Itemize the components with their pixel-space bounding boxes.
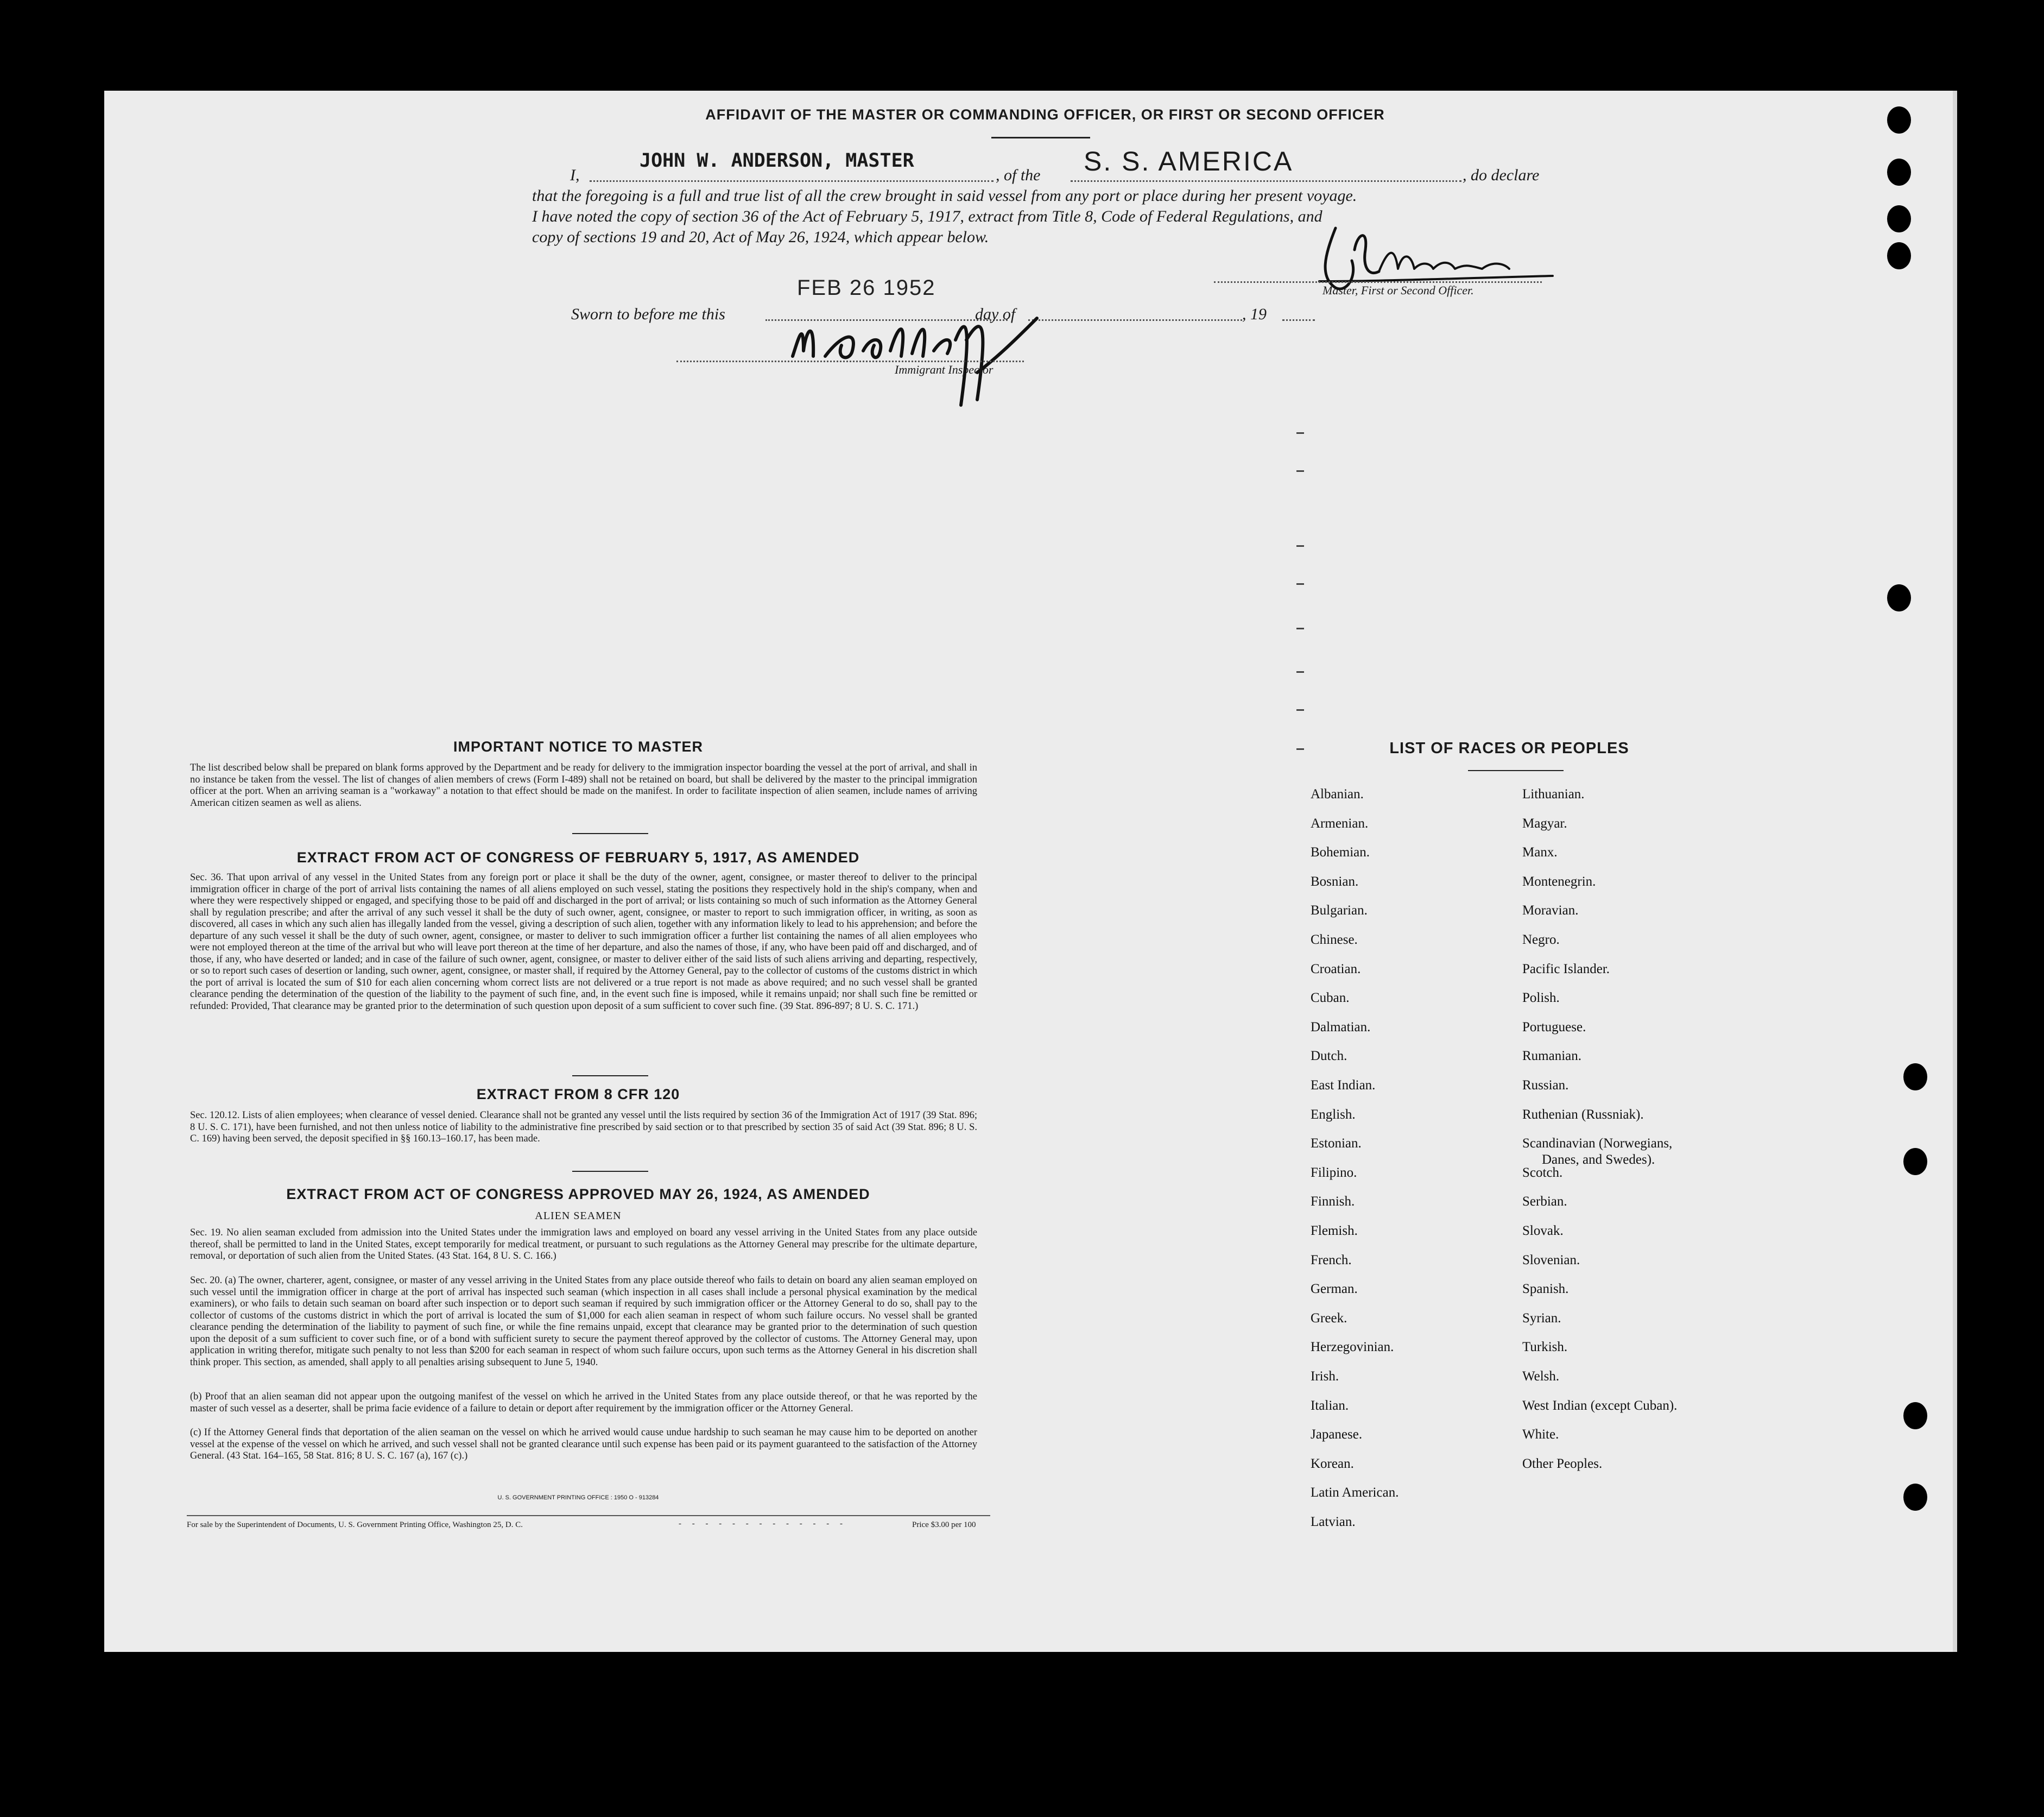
- title-divider: [991, 137, 1090, 138]
- punch-hole: [1903, 1484, 1927, 1511]
- sworn-year-line: [1282, 319, 1315, 321]
- race-item: Serbian.: [1522, 1194, 1567, 1209]
- inspector-signature-line: [676, 361, 1024, 362]
- race-item: Manx.: [1522, 845, 1558, 860]
- race-item: Estonian.: [1311, 1136, 1362, 1151]
- race-item: Greek.: [1311, 1310, 1347, 1326]
- race-item: Flemish.: [1311, 1223, 1358, 1238]
- footer-dashes: - - - - - - - - - - - - -: [679, 1519, 847, 1528]
- printing-office-note: U. S. GOVERNMENT PRINTING OFFICE : 1950 O - 913284: [497, 1494, 659, 1501]
- races-title: LIST OF RACES OR PEOPLES: [1389, 740, 1629, 757]
- vessel-name: S. S. AMERICA: [1084, 146, 1294, 176]
- race-item: Armenian.: [1311, 816, 1369, 831]
- extract-cfr-divider: [572, 1171, 648, 1172]
- extract-1917-title: EXTRACT FROM ACT OF CONGRESS OF FEBRUARY 5, 1917, AS AMENDED: [296, 849, 860, 866]
- name-line: [590, 180, 993, 182]
- margin-tick: [1296, 709, 1304, 711]
- footer-rule: [187, 1515, 990, 1516]
- race-item: Russian.: [1522, 1078, 1569, 1093]
- extract-cfr-text: Sec. 120.12. Lists of alien employees; when clearance of vessel denied. Clearance shall not be granted any vessel until the lists required by section 36 of the Immigration Act of 1917 (39 Stat. 896; 8 U. S. C. 171), have been furnished, and not then unless notice of liability to the administrative fine prescribed by said section or to that prescribed by section 35 of said Act (39 Stat. 896; 8 U. S. C. 169) having been served, the deposit specified in §§ 160.13–160.17, has been made.: [190, 1110, 977, 1144]
- race-item: Croatian.: [1311, 961, 1361, 976]
- race-item: Turkish.: [1522, 1340, 1568, 1355]
- sec20c-text: (c) If the Attorney General finds that deportation of the alien seaman on the vessel on which he arrived would cause undue hardship to such seaman he may cause him to be deported on another vessel at the expense of the vessel on which he arrived, and such vessel shall not be granted clearance until such expense has been paid or its payment guaranteed to the satisfaction of the Attorney General. (43 Stat. 164–165, 58 Stat. 816; 8 U. S. C. 167 (a), 167 (c).): [190, 1427, 977, 1461]
- vessel-line: [1071, 180, 1461, 182]
- race-item: Spanish.: [1522, 1282, 1569, 1297]
- sec19-text: Sec. 19. No alien seaman excluded from admission into the United States under the immigration laws and employed on board any vessel arriving in the United States from any place outside thereof, shall be permitted to land in the United States, except temporarily for medical treatment, or pursuant to such regulations as the Attorney General may prescribe for the ultimate departure, removal, or deportation of such alien from the United States. (43 Stat. 164, 8 U. S. C. 166.): [190, 1227, 977, 1261]
- sec20b-text: (b) Proof that an alien seaman did not appear upon the outgoing manifest of the vessel on which he arrived in the United States from any place outside thereof, or that he was reported by the master of such vessel as a deserter, shall be prima facie evidence of a failure to detain or deport after requirement by the immigration officer or the Attorney General.: [190, 1391, 977, 1414]
- race-item: Herzegovinian.: [1311, 1340, 1394, 1355]
- race-item: Italian.: [1311, 1398, 1349, 1413]
- notice-title: IMPORTANT NOTICE TO MASTER: [453, 739, 703, 755]
- notice-divider: [572, 833, 648, 834]
- race-item: Magyar.: [1522, 816, 1567, 831]
- extract-1924-title: EXTRACT FROM ACT OF CONGRESS APPROVED MAY 26, 1924, AS AMENDED: [286, 1186, 870, 1202]
- race-item: Pacific Islander.: [1522, 961, 1610, 976]
- margin-tick: [1296, 628, 1304, 629]
- notice-text: The list described below shall be prepared on blank forms approved by the Department and be ready for delivery to the immigration inspector boarding the vessel at the port of arrival, and shall in no instance be taken from the vessel. The list of changes of alien members of crews (Form I-489) shall not be retained on board, but shall be delivered by the master to the principal immigration officer at the port. When an arriving seaman is a "workaway" a notation to that effect should be made on the manifest. In order to facilitate inspection of alien seamen, include names of arriving American citizen seamen as well as aliens.: [190, 762, 977, 809]
- master-name: JOHN W. ANDERSON, MASTER: [640, 150, 914, 172]
- race-item: Bulgarian.: [1311, 903, 1368, 918]
- punch-hole: [1903, 1148, 1927, 1175]
- affidavit-line4: copy of sections 19 and 20, Act of May 26, 1924, which appear below.: [532, 228, 989, 246]
- race-item: Albanian.: [1311, 787, 1364, 802]
- extract-cfr-title: EXTRACT FROM 8 CFR 120: [476, 1086, 680, 1102]
- master-signature-caption: Master, First or Second Officer.: [1322, 283, 1474, 297]
- race-item: West Indian (except Cuban).: [1522, 1398, 1678, 1413]
- race-item: English.: [1311, 1107, 1356, 1122]
- race-item: Japanese.: [1311, 1427, 1363, 1442]
- year-label: , 19: [1242, 305, 1267, 323]
- margin-tick: [1296, 748, 1304, 750]
- punch-hole: [1903, 1402, 1927, 1429]
- sworn-label: Sworn to before me this: [571, 305, 725, 323]
- do-declare-label: , do declare: [1463, 166, 1540, 184]
- race-item: Bohemian.: [1311, 845, 1370, 860]
- race-item: Cuban.: [1311, 990, 1350, 1006]
- race-item: Portuguese.: [1522, 1019, 1586, 1034]
- margin-tick: [1296, 545, 1304, 547]
- affidavit-line3: I have noted the copy of section 36 of the Act of February 5, 1917, extract from Title 8, Code of Federal Regulations, and: [532, 207, 1322, 225]
- race-item: Other Peoples.: [1522, 1456, 1603, 1471]
- inspector-caption: Immigrant Inspector: [895, 363, 993, 376]
- affidavit-line2: that the foregoing is a full and true list of all the crew brought in said vessel from any port or place during her present voyage.: [532, 187, 1357, 205]
- race-item: Polish.: [1522, 990, 1560, 1006]
- race-item: Chinese.: [1311, 932, 1358, 947]
- sec20a-text: Sec. 20. (a) The owner, charterer, agent, consignee, or master of any vessel arriving in the United States from any place outside thereof who fails to detain on board any alien seaman employed on such vessel until the immigration officer in charge at the port of arrival has inspected such seaman (which inspection in all cases shall include a personal physical examination by the medical examiners), or who fails to detain such seaman on board after such inspection or to deport such seaman if required by such immigration officer or the Attorney General to do so, shall pay to the collector of customs of the customs district in which the port of arrival is located the sum of $1,000 for each alien seaman in respect of whom such failure occurs. No vessel shall be granted clearance pending the determination of the liability to payment of such fine, or while the fine remains unpaid, except that clearance may be granted prior to the determination of such question upon the deposit of a sum sufficient to cover such fine, or of a bond with sufficient surety to secure the payment thereof approved by the collector of customs. The Attorney General may, upon application in writing therefor, mitigate such penalty to not less than $200 for each seaman in respect of whom such failure occurs, upon such terms as the Attorney General in his discretion shall think proper. This section, as amended, shall apply to all penalties arising subsequent to June 5, 1940.: [190, 1275, 977, 1368]
- race-item: Welsh.: [1522, 1369, 1560, 1384]
- race-item: Bosnian.: [1311, 874, 1359, 889]
- margin-tick: [1296, 583, 1304, 585]
- race-item: Dalmatian.: [1311, 1019, 1371, 1034]
- affidavit-title: AFFIDAVIT OF THE MASTER OR COMMANDING OFFICER, OR FIRST OR SECOND OFFICER: [705, 106, 1385, 123]
- race-item: German.: [1311, 1282, 1358, 1297]
- margin-tick: [1296, 470, 1304, 472]
- race-item: Scandinavian (Norwegians,: [1522, 1136, 1673, 1151]
- race-item: Lithuanian.: [1522, 787, 1585, 802]
- race-item: Rumanian.: [1522, 1049, 1582, 1064]
- master-signature-line: [1214, 281, 1542, 283]
- footer-sale-note: For sale by the Superintendent of Documents, U. S. Government Printing Office, Washington 25, D. C.: [187, 1521, 523, 1529]
- race-item: Slovenian.: [1522, 1252, 1580, 1267]
- punch-hole: [1903, 1063, 1927, 1090]
- date-stamp: FEB 26 1952: [797, 276, 936, 300]
- extract-1917-text: Sec. 36. That upon arrival of any vessel in the United States from any foreign port or place it shall be the duty of the owner, agent, consignee, or master thereof to deliver to the principal immigration officer in charge of the port of arrival lists containing the names of all aliens employed on such vessel, stating the positions they respectively hold in the ship's company, when and where they were respectively shipped or engaged, and specifying those to be paid off and discharged in the port of arrival; or lists containing so much of such information as the Attorney General shall by regulation prescribe; and after the arrival of any such vessel it shall be the duty of such owner, agent, consignee, or master to report to such immigration officer, in writing, as soon as discovered, all cases in which any such alien has illegally landed from the vessel, giving a description of such alien, together with any information likely to lead to his apprehension; and before the departure of any such vessel it shall be the duty of such owner, agent, consignee, or master to deliver to such immigration officer a further list containing the names of all alien employees who were not employed thereon at the time of the arrival but who will leave port thereon at the time of her departure, and also the names of those, if any, who have been paid off and discharged, and of those, if any, who have deserted or landed; and in case of the failure of such owner, agent, consignee, or master to deliver either of the said lists of such aliens arriving and departing, respectively, or so to report such cases of desertion or landing, such owner, agent, consignee, or master shall, if required by the Attorney General, pay to the collector of customs of the customs district in which the port of arrival is located the sum of $10 for each alien concerning whom correct lists are not delivered or a true report is not made as above required; and no such vessel shall be granted clearance pending the determination of the question of the liability to the payment of such fine, and, in the event such fine is imposed, while it remains unpaid; nor shall such fine be remitted or refunded: Provided, That clearance may be granted prior to the determination of such question upon deposit of a sum sufficient to cover such fine. (39 Stat. 896-897; 8 U. S. C. 171.): [190, 872, 977, 1012]
- race-item: Danes, and Swedes).: [1542, 1152, 1655, 1168]
- race-item: East Indian.: [1311, 1078, 1376, 1093]
- extract-1917-divider: [572, 1075, 648, 1076]
- race-item: Ruthenian (Russniak).: [1522, 1107, 1644, 1122]
- race-item: Dutch.: [1311, 1049, 1347, 1064]
- race-item: Latin American.: [1311, 1485, 1399, 1500]
- punch-hole: [1887, 205, 1911, 232]
- race-item: Filipino.: [1311, 1165, 1357, 1180]
- race-item: Montenegrin.: [1522, 874, 1596, 889]
- race-item: White.: [1522, 1427, 1559, 1442]
- race-item: Scotch.: [1522, 1165, 1563, 1180]
- footer-price: Price $3.00 per 100: [912, 1521, 976, 1529]
- punch-hole: [1887, 584, 1911, 611]
- margin-tick: [1296, 671, 1304, 673]
- race-item: Finnish.: [1311, 1194, 1355, 1209]
- punch-hole: [1887, 106, 1911, 134]
- punch-hole: [1887, 159, 1911, 186]
- race-item: Negro.: [1522, 932, 1560, 947]
- extract-1924-subtitle: ALIEN SEAMEN: [535, 1210, 622, 1222]
- race-item: Irish.: [1311, 1369, 1339, 1384]
- race-item: Latvian.: [1311, 1515, 1356, 1529]
- of-the-label: , of the: [996, 166, 1041, 184]
- race-item: Moravian.: [1522, 903, 1579, 918]
- race-item: Korean.: [1311, 1456, 1354, 1471]
- margin-tick: [1296, 432, 1304, 434]
- day-of-label: day of: [975, 305, 1016, 323]
- races-divider: [1468, 770, 1564, 771]
- race-item: French.: [1311, 1252, 1352, 1267]
- race-item: Slovak.: [1522, 1223, 1564, 1238]
- race-item: Syrian.: [1522, 1310, 1561, 1326]
- punch-hole: [1887, 242, 1911, 269]
- affidavit-i: I,: [570, 166, 580, 184]
